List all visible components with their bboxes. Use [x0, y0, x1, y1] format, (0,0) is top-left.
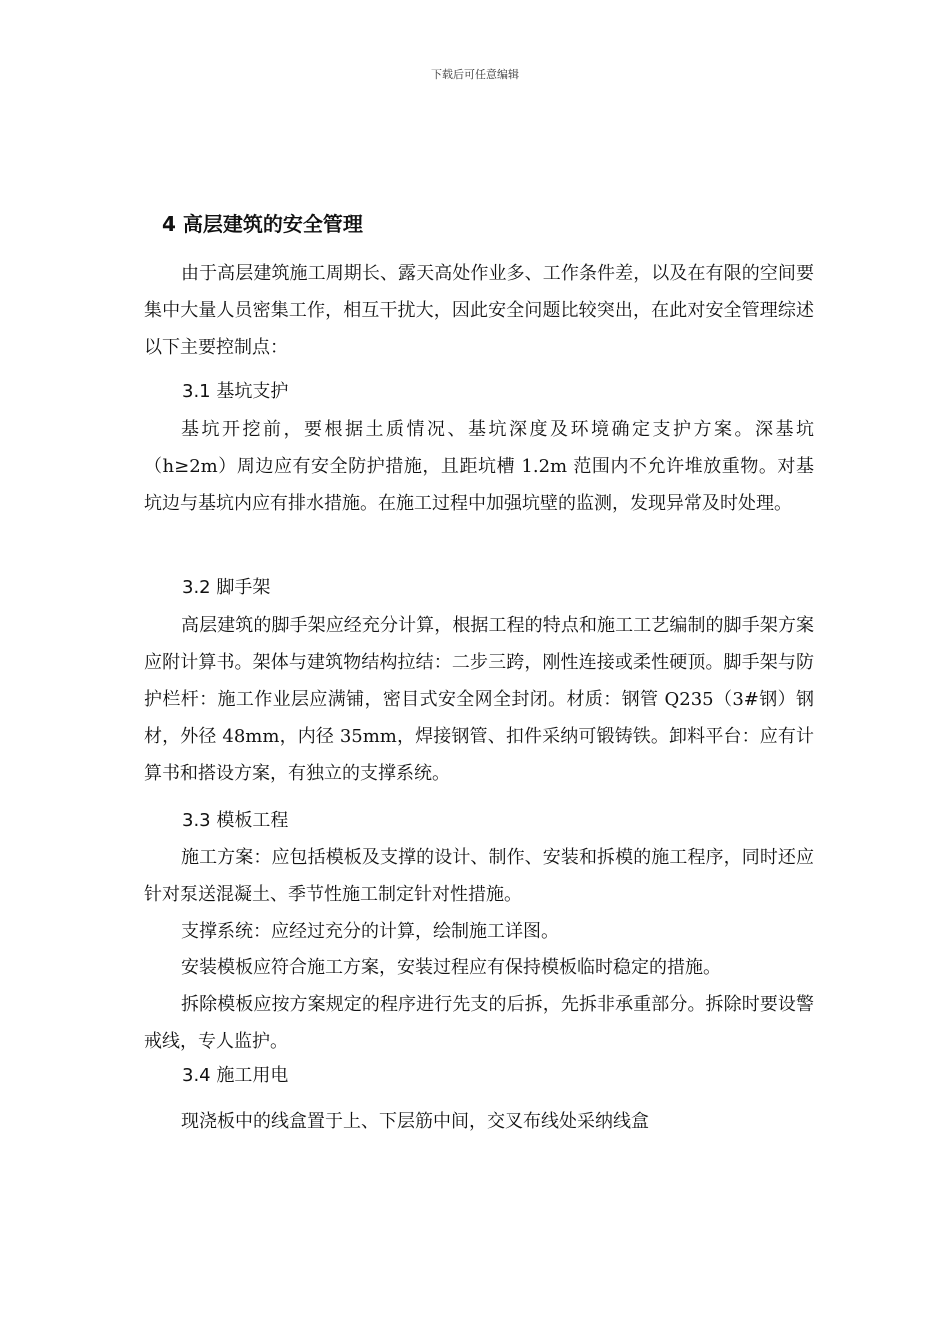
section-3-2-paragraph: 高层建筑的脚手架应经充分计算，根据工程的特点和施工工艺编制的脚手架方案应附计算书。架体与建筑物结构拉结：二步三跨，刚性连接或柔性硬顶。脚手架与防护栏杆：施工作业层应满铺，密目式安全网全封闭。材质：钢管 Q235（3#钢）钢材，外径 48mm，内径 35mm，焊接钢管、扣件采纳可锻铸铁。卸料平台：应有计算书和搭设方案，有独立的支撑系统。	[144, 615, 814, 784]
section-3-3-paragraph-3: 安装模板应符合施工方案，安装过程应有保持模板临时稳定的措施。	[181, 957, 721, 978]
section-3-4-heading: 3.4 施工用电	[182, 1065, 289, 1086]
section-3-3-heading: 3.3 模板工程	[182, 810, 289, 831]
section-3-1-paragraph: 基坑开挖前，要根据土质情况、基坑深度及环境确定支护方案。深基坑（h≥2m）周边应有安全防护措施，且距坑槽 1.2m 范围内不允许堆放重物。对基坑边与基坑内应有排水措施。在施工过程中加强坑壁的监测，发现异常及时处理。	[144, 419, 814, 514]
page-header-note: 下载后可任意编辑	[431, 68, 519, 81]
section-3-1-heading: 3.1 基坑支护	[182, 381, 289, 402]
section-3-4-paragraph: 现浇板中的线盒置于上、下层筋中间，交叉布线处采纳线盒	[181, 1111, 649, 1132]
section-3-3-paragraph-2: 支撑系统：应经过充分的计算，绘制施工详图。	[181, 921, 559, 942]
section-3-2-heading: 3.2 脚手架	[182, 577, 271, 598]
section-3-3-paragraph-4: 拆除模板应按方案规定的程序进行先支的后拆，先拆非承重部分。拆除时要设警戒线，专人监护。	[144, 994, 814, 1052]
section-3-3-paragraph-1: 施工方案：应包括模板及支撑的设计、制作、安装和拆模的施工程序，同时还应针对泵送混凝土、季节性施工制定针对性措施。	[144, 847, 814, 905]
intro-paragraph: 由于高层建筑施工周期长、露天高处作业多、工作条件差，以及在有限的空间要集中大量人员密集工作，相互干扰大，因此安全问题比较突出，在此对安全管理综述以下主要控制点：	[144, 263, 814, 358]
page-title: 4 高层建筑的安全管理	[162, 212, 363, 236]
